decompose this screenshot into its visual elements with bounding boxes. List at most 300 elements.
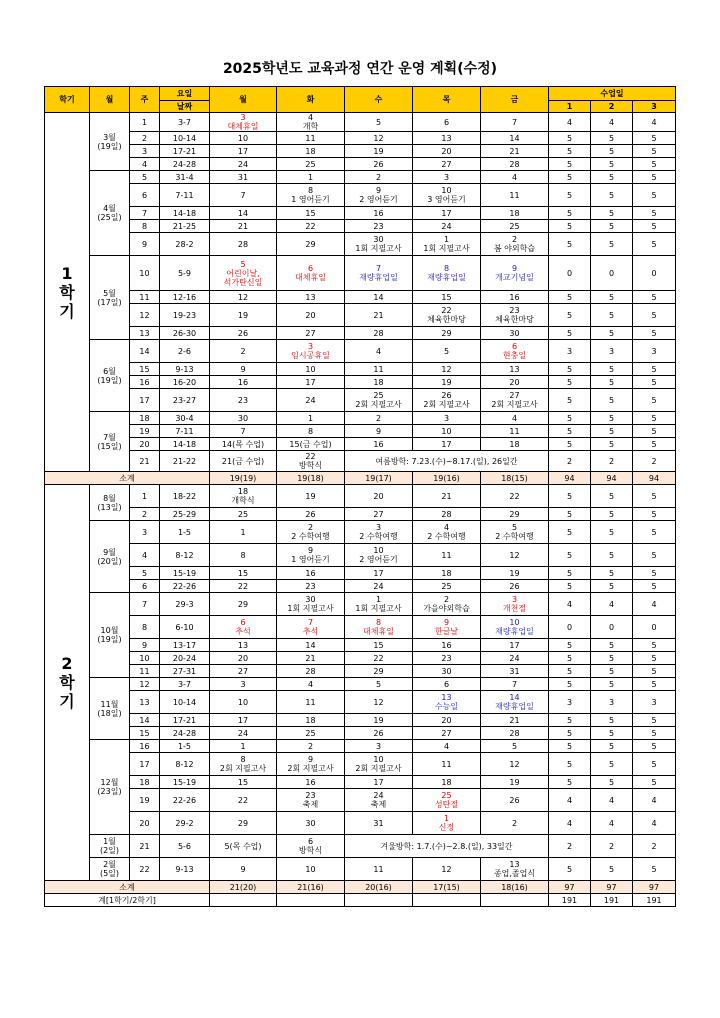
day-cell [413,521,481,544]
day-cell [210,145,277,158]
school-days-grade-3: 5 [633,665,676,678]
day-cell [413,438,481,451]
week-row [45,425,676,438]
week-number: 9 [130,639,160,652]
week-dates: 29-2 [160,812,210,835]
day-cell [277,639,345,652]
total-empty [413,894,481,907]
day-cell [345,753,413,776]
month-name: 2월 [103,860,116,869]
cell-line: 22 [305,221,316,231]
school-days-grade-1: 5 [549,376,591,389]
week-dates: 23-27 [160,389,210,412]
cell-line: 15 [441,292,452,302]
school-days-grade-3: 5 [633,425,676,438]
week-row [45,438,676,451]
cell-line: 2 [375,172,382,182]
cell-line: 5(목 수업) [224,841,262,851]
week-number: 5 [130,567,160,580]
school-days-grade-1: 5 [549,678,591,691]
week-number: 4 [130,158,160,171]
subtotal-label: 소계 [45,881,210,894]
cell-line: 12 [441,864,452,874]
cell-line: 3 [375,523,382,532]
cell-line: 17 [509,640,520,650]
month-days: (5일) [99,869,120,878]
day-cell [210,639,277,652]
week-dates: 12-16 [160,291,210,304]
cell-line: 11 [509,426,520,436]
day-cell [345,171,413,184]
cell-line: 27 [441,159,452,169]
cell-line: 28 [237,239,249,249]
week-number: 16 [130,376,160,389]
week-dates: 26-30 [160,327,210,340]
month-label [90,858,130,881]
cell-line: 6 [443,117,450,127]
day-cell [413,304,481,327]
cell-line: 대체휴일 [295,273,326,282]
total-label: 계[1학기/2학기] [45,894,210,907]
header-day-0: 월 [210,87,277,113]
cell-line: 10 [237,133,249,143]
week-row [45,233,676,256]
cell-line: 27 [441,728,452,738]
cell-line: 21(금 수업) [221,456,265,466]
week-number: 15 [130,363,160,376]
school-days-grade-3: 0 [633,256,676,291]
cell-line: 4 [443,523,450,532]
month-label [90,521,130,593]
school-days-grade-3: 5 [633,678,676,691]
month-days: (19일) [97,635,122,644]
cell-line: 25 [441,791,452,800]
cell-line: 24 [237,728,249,738]
day-cell [413,158,481,171]
cell-line: 가을야외학습 [423,604,470,613]
day-cell [210,652,277,665]
day-cell [481,593,549,616]
total-row [45,894,676,907]
cell-line: 15 [237,777,249,787]
school-days-grade-3: 5 [633,171,676,184]
cell-line: 29 [441,328,452,338]
cell-line: 14 [509,693,520,702]
cell-line: 25 [237,509,249,519]
cell-line: 18 [441,568,452,578]
day-cell [345,376,413,389]
cell-line: 2 영어듣기 [359,555,398,564]
day-cell [481,652,549,665]
school-days-grade-2: 4 [591,593,633,616]
cell-line: 개학 [302,122,319,131]
school-days-grade-2: 5 [591,567,633,580]
day-cell [345,389,413,412]
week-number: 7 [130,207,160,220]
cell-line: 31 [373,818,384,828]
cell-line: 24 [509,653,520,663]
day-cell [345,113,413,132]
subtotal-day: 19(16) [413,472,481,485]
cell-line: 26 [441,391,452,400]
week-number: 2 [130,508,160,521]
day-cell [277,678,345,691]
day-cell [413,776,481,789]
school-days-grade-3: 5 [633,727,676,740]
day-cell [481,508,549,521]
cell-line: 8 [375,618,382,627]
month-days: (2일) [99,846,120,855]
day-cell [210,425,277,438]
cell-line: 20 [441,146,452,156]
school-days-grade-3: 5 [633,304,676,327]
day-cell [413,727,481,740]
day-cell [210,753,277,776]
cell-line: 21 [305,653,316,663]
week-dates: 21-25 [160,220,210,233]
week-row [45,593,676,616]
day-cell [413,740,481,753]
cell-line: 1 [61,263,73,283]
month-days: (19일) [97,141,122,151]
day-cell [481,327,549,340]
day-cell [210,233,277,256]
school-days-grade-2: 5 [591,665,633,678]
header-week: 주 [130,87,160,113]
day-cell [210,789,277,812]
day-cell [210,113,277,132]
total-empty [481,894,549,907]
cell-line: 10 [305,364,316,374]
cell-line: 2회 지필고사 [423,400,470,409]
week-number: 14 [130,340,160,363]
cell-line: 25 [509,221,520,231]
school-days-grade-1: 3 [549,340,591,363]
month-days: (15일) [97,441,122,451]
week-row [45,327,676,340]
week-row [45,145,676,158]
week-row [45,812,676,835]
cell-line: 11 [305,697,316,707]
cell-line: 재량휴업일 [427,273,466,282]
day-cell [345,567,413,580]
cell-line: 3 [511,595,518,604]
cell-line: 24 [373,581,384,591]
cell-line: 12 [373,697,384,707]
day-cell [345,184,413,207]
week-number: 4 [130,544,160,567]
school-calendar-table [44,86,676,907]
cell-line: 9 [511,264,518,273]
day-cell [413,207,481,220]
cell-line: 2회 지필고사 [355,764,402,773]
school-days-grade-3: 4 [633,789,676,812]
week-dates: 5-9 [160,256,210,291]
week-number: 5 [130,171,160,184]
cell-line: 3 [443,172,450,182]
total-empty [210,894,277,907]
week-dates: 28-2 [160,233,210,256]
day-cell [345,521,413,544]
cell-line: 12 [509,550,520,560]
day-cell [277,789,345,812]
subtotal-day: 19(17) [345,472,413,485]
school-days-grade-3: 5 [633,291,676,304]
month-days: (25일) [97,213,122,222]
school-days-grade-1: 5 [549,184,591,207]
school-days-grade-1: 5 [549,776,591,789]
week-dates: 10-14 [160,691,210,714]
month-name: 7월 [103,432,116,442]
cell-line: 추석 [235,627,251,636]
day-cell [413,812,481,835]
cell-line: 10 [373,755,384,764]
cell-line: 20 [441,715,452,725]
day-cell [210,220,277,233]
day-cell [345,639,413,652]
cell-line: 현충일 [502,351,527,360]
school-days-grade-2: 5 [591,776,633,789]
week-row [45,753,676,776]
week-dates: 19-23 [160,304,210,327]
school-days-grade-3: 5 [633,714,676,727]
week-number: 13 [130,691,160,714]
day-cell [210,567,277,580]
cell-line: 재량휴업일 [495,702,534,711]
week-dates: 13-17 [160,639,210,652]
cell-line: 2 [61,654,73,673]
cell-line: 28 [305,666,316,676]
day-cell [481,776,549,789]
day-cell [413,363,481,376]
subtotal-day: 21(16) [277,881,345,894]
cell-line: 임시공휴일 [291,351,330,360]
cell-line: 14 [509,133,520,143]
week-number: 11 [130,291,160,304]
day-cell [210,616,277,639]
total-grade-3: 191 [633,894,676,907]
cell-line: 7 [240,426,246,436]
cell-line: 17 [237,146,249,156]
school-days-grade-1: 5 [549,521,591,544]
cell-line: 28 [509,728,520,738]
month-label [90,256,130,340]
day-cell [345,616,413,639]
month-label [90,171,130,256]
day-cell [413,858,481,881]
week-row [45,727,676,740]
month-days: (20일) [97,556,122,566]
cell-line: 2회 지필고사 [491,400,538,409]
cell-line: 27 [237,666,249,676]
cell-line: 6 [443,679,450,689]
cell-line: 신정 [438,823,455,832]
school-days-grade-2: 3 [591,691,633,714]
school-days-grade-1: 5 [549,485,591,508]
week-dates: 7-11 [160,425,210,438]
subtotal-day: 19(18) [277,472,345,485]
school-days-grade-1: 5 [549,580,591,593]
day-cell [413,508,481,521]
cell-line: 학 [59,282,75,302]
week-number: 1 [130,113,160,132]
week-dates: 14-18 [160,438,210,451]
week-dates: 14-18 [160,207,210,220]
week-number: 11 [130,665,160,678]
day-cell [345,691,413,714]
day-cell [210,740,277,753]
school-days-grade-2: 0 [591,256,633,291]
day-cell [277,727,345,740]
header-row [45,87,676,101]
school-days-grade-2: 5 [591,753,633,776]
week-number: 8 [130,616,160,639]
cell-line: 9 [240,864,246,874]
cell-line: 2 [375,413,382,423]
day-cell [413,340,481,363]
school-days-grade-1: 5 [549,389,591,412]
cell-line: 12 [373,133,384,143]
school-days-grade-2: 4 [591,789,633,812]
cell-line: 11 [441,759,452,769]
school-days-grade-1: 5 [549,544,591,567]
day-cell [413,544,481,567]
cell-line: 28 [441,509,452,519]
cell-line: 기 [59,301,75,321]
day-cell [413,171,481,184]
cell-line: 2회 지필고사 [219,764,267,773]
school-days-grade-2: 5 [591,220,633,233]
cell-line: 7 [240,190,246,200]
school-days-grade-2: 5 [591,652,633,665]
day-cell [413,593,481,616]
cell-line: 5 [375,679,382,689]
cell-line: 23 [237,395,249,405]
cell-line: 1 [240,527,246,537]
cell-line: 13 [305,292,316,302]
week-dates: 24-28 [160,158,210,171]
header-grade-3: 3 [633,101,676,113]
school-days-grade-3: 5 [633,132,676,145]
week-number: 6 [130,580,160,593]
cell-line: 4 [443,741,450,751]
day-cell [210,158,277,171]
cell-line: 15(금 수업) [289,439,332,449]
day-cell [277,858,345,881]
cell-line: 22 [305,452,316,461]
subtotal-grade-3: 94 [633,472,676,485]
cell-line: 11 [305,133,316,143]
school-days-grade-3: 5 [633,521,676,544]
cell-line: 22 [237,795,249,805]
day-cell [210,544,277,567]
day-cell [345,714,413,727]
cell-line: 7 [511,679,518,689]
cell-line: 18 [509,439,520,449]
school-days-grade-2: 5 [591,580,633,593]
cell-line: 27 [373,509,384,519]
school-days-grade-1: 5 [549,438,591,451]
school-days-grade-3: 5 [633,158,676,171]
school-days-grade-3: 4 [633,593,676,616]
cell-line: 11 [373,864,384,874]
cell-line: 20 [509,377,520,387]
day-cell [481,256,549,291]
week-row [45,256,676,291]
cell-line: 13 [441,133,452,143]
cell-line: 2 수학여행 [427,532,466,541]
school-days-grade-1: 0 [549,616,591,639]
day-cell [413,291,481,304]
cell-line: 5 [240,259,246,269]
cell-line: 8 [240,550,246,560]
school-days-grade-3: 5 [633,327,676,340]
week-row [45,508,676,521]
day-cell [210,812,277,835]
school-days-grade-1: 0 [549,256,591,291]
week-number: 9 [130,233,160,256]
day-cell [277,304,345,327]
semester-label [45,113,90,472]
week-number: 22 [130,858,160,881]
day-cell [210,363,277,376]
cell-line: 9 [375,186,382,195]
cell-line: 17 [441,439,452,449]
school-days-grade-2: 5 [591,304,633,327]
day-cell [481,544,549,567]
cell-line: 14 [305,640,316,650]
header-school-days: 수업일 [549,87,676,101]
cell-line: 25 [305,159,316,169]
week-dates: 21-22 [160,451,210,472]
month-name: 1월 [103,837,116,846]
day-cell [345,593,413,616]
school-days-grade-1: 5 [549,652,591,665]
day-cell [413,678,481,691]
day-cell [413,639,481,652]
cell-line: 29 [305,239,316,249]
week-number: 13 [130,327,160,340]
school-days-grade-1: 5 [549,567,591,580]
week-number: 1 [130,485,160,508]
subtotal-row [45,472,676,485]
cell-line: 14 [237,208,249,218]
cell-line: 23 [305,791,316,800]
school-days-grade-1: 3 [549,691,591,714]
month-days: (19일) [97,375,122,385]
school-days-grade-2: 5 [591,521,633,544]
cell-line: 18 [441,777,452,787]
day-cell [210,132,277,145]
day-cell [277,327,345,340]
day-cell [210,304,277,327]
day-cell [345,740,413,753]
month-name: 6월 [103,366,116,376]
cell-line: 3 [375,741,382,751]
week-dates: 1-5 [160,740,210,753]
cell-line: 4 [307,679,314,689]
week-dates: 25-29 [160,508,210,521]
cell-line: 1 영어듣기 [291,555,330,564]
school-days-grade-2: 5 [591,233,633,256]
cell-line: 21 [237,221,249,231]
day-cell [277,256,345,291]
day-cell [413,145,481,158]
school-days-grade-2: 2 [591,451,633,472]
week-row [45,340,676,363]
day-cell [481,363,549,376]
day-cell [345,363,413,376]
